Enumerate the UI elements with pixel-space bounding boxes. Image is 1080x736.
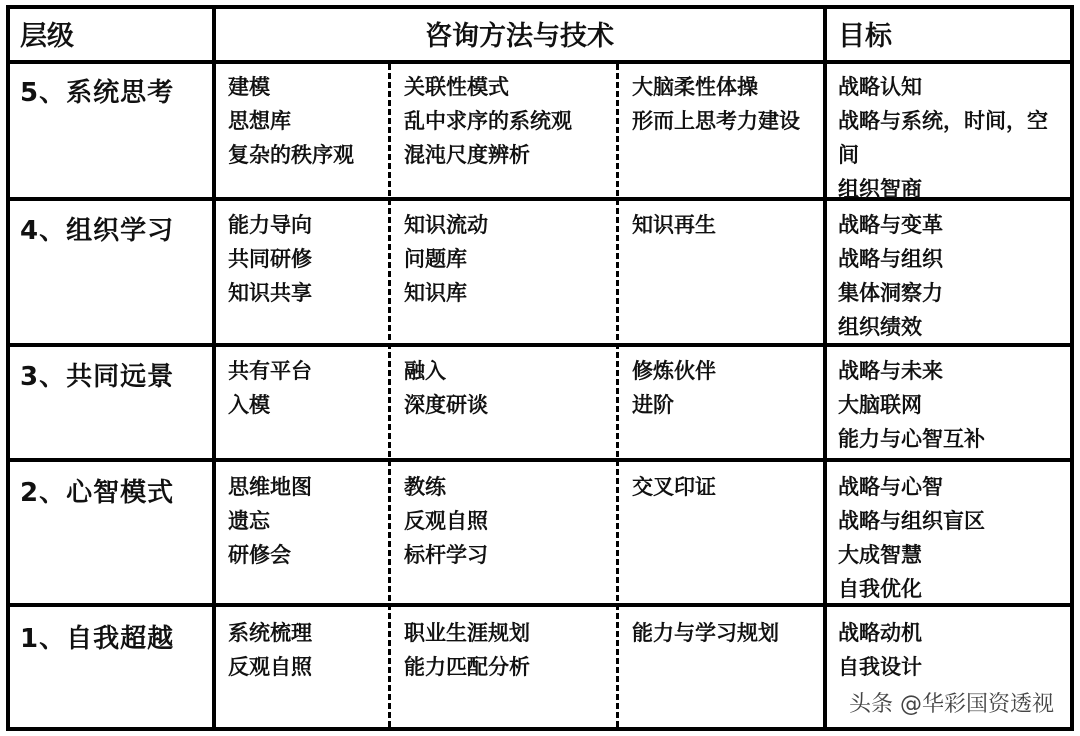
level-label: 4、组织学习	[20, 216, 175, 246]
level-label: 3、共同远景	[20, 362, 175, 392]
goal-list	[838, 616, 922, 684]
list-item: 交叉印证	[632, 475, 716, 499]
list-item: 战略与未来	[838, 359, 943, 383]
list-item: 研修会	[228, 543, 291, 567]
method-list	[632, 70, 812, 138]
list-item: 集体洞察力	[838, 281, 943, 305]
list-item: 遗忘	[228, 509, 270, 533]
list-item: 战略认知	[838, 75, 922, 99]
header-level: 层级	[20, 21, 74, 52]
table-border-top	[6, 5, 1074, 9]
list-item: 思维地图	[228, 475, 312, 499]
list-item: 形而上思考力建设	[632, 109, 800, 133]
dashed-divider	[616, 64, 619, 727]
method-list	[404, 616, 530, 684]
list-item: 反观自照	[228, 655, 312, 679]
list-item: 教练	[404, 475, 446, 499]
list-item: 思想库	[228, 109, 291, 133]
method-list	[632, 354, 716, 422]
list-item: 乱中求序的系统观	[404, 109, 572, 133]
method-list	[632, 208, 716, 242]
list-item: 大脑柔性体操	[632, 75, 758, 99]
header-goals: 目标	[838, 21, 892, 52]
list-item: 能力匹配分析	[404, 655, 530, 679]
list-item: 能力与心智互补	[838, 427, 985, 451]
list-item: 入模	[228, 393, 270, 417]
method-list	[404, 208, 488, 310]
list-item: 关联性模式	[404, 75, 509, 99]
row-divider	[6, 458, 1074, 462]
method-list	[228, 354, 312, 422]
list-item: 反观自照	[404, 509, 488, 533]
level-label: 5、系统思考	[20, 78, 175, 108]
dashed-divider	[388, 64, 391, 727]
header-methods: 咨询方法与技术	[425, 21, 614, 52]
watermark: 头条 @华彩国资透视	[845, 685, 1058, 720]
goal-list	[838, 470, 985, 606]
list-item: 战略与组织	[838, 247, 943, 271]
table-border-left	[6, 5, 10, 731]
list-item: 战略动机	[838, 621, 922, 645]
method-list	[404, 470, 488, 572]
table-border-right	[1070, 5, 1074, 731]
column-divider	[212, 5, 216, 731]
list-item: 组织智商	[838, 177, 922, 201]
header-divider	[6, 60, 1074, 64]
list-item: 问题库	[404, 247, 467, 271]
method-list	[228, 470, 312, 572]
list-item: 大脑联网	[838, 393, 922, 417]
list-item: 能力导向	[228, 213, 312, 237]
list-item: 修炼伙伴	[632, 359, 716, 383]
list-item: 组织绩效	[838, 315, 922, 339]
level-label: 1、自我超越	[20, 624, 175, 654]
method-list	[632, 470, 716, 504]
level-label: 2、心智模式	[20, 478, 175, 508]
method-list	[228, 616, 312, 684]
list-item: 自我优化	[838, 577, 922, 601]
list-item: 建模	[228, 75, 270, 99]
list-item: 自我设计	[838, 655, 922, 679]
list-item: 进阶	[632, 393, 674, 417]
list-item: 混沌尺度辨析	[404, 143, 530, 167]
method-list	[228, 70, 354, 172]
list-item: 共同研修	[228, 247, 312, 271]
list-item: 大成智慧	[838, 543, 922, 567]
list-item: 知识库	[404, 281, 467, 305]
list-item: 知识流动	[404, 213, 488, 237]
list-item: 深度研谈	[404, 393, 488, 417]
list-item: 共有平台	[228, 359, 312, 383]
column-divider	[823, 5, 827, 731]
method-list	[632, 616, 779, 650]
goal-list	[838, 70, 1060, 206]
list-item: 战略与变革	[838, 213, 943, 237]
goal-list	[838, 208, 943, 344]
list-item: 战略与组织盲区	[838, 509, 985, 533]
list-item: 融入	[404, 359, 446, 383]
goal-list	[838, 354, 985, 456]
list-item: 标杆学习	[404, 543, 488, 567]
list-item: 战略与心智	[838, 475, 943, 499]
list-item: 战略与系统，时间，空间	[838, 109, 1048, 167]
list-item: 能力与学习规划	[632, 621, 779, 645]
list-item: 知识共享	[228, 281, 312, 305]
list-item: 知识再生	[632, 213, 716, 237]
table-border-bottom	[6, 727, 1074, 731]
method-list	[404, 354, 488, 422]
list-item: 职业生涯规划	[404, 621, 530, 645]
list-item: 复杂的秩序观	[228, 143, 354, 167]
method-list	[404, 70, 572, 172]
list-item: 系统梳理	[228, 621, 312, 645]
method-list	[228, 208, 312, 310]
